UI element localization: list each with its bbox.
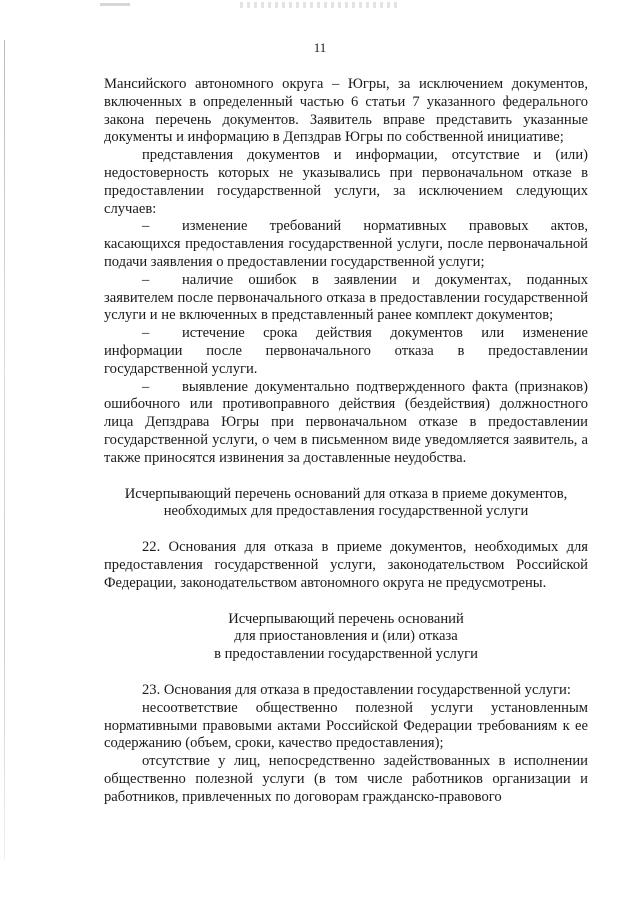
paragraph-22: 22. Основания для отказа в приеме документов, необходимых для предоставления государственной услуги, законодательством Российской Федерации, законодательством автономного округа не предусмотрены. bbox=[104, 539, 588, 591]
list-item-text: истечение срока действия документов или изменение информации после первоначального отказа в предоставлении государственной услуги. bbox=[104, 325, 588, 377]
list-item-text: изменение требований нормативных правовых актов, касающихся предоставления государственной услуги, после первоначальной подачи заявления о предоставлении государственной услуги; bbox=[104, 218, 588, 270]
list-item-text: наличие ошибок в заявлении и документах, поданных заявителем после первоначального отказа в предоставлении государственной услуги и не включенных в представленный ранее комплект документов; bbox=[104, 271, 588, 324]
section-heading-line: Исчерпывающий перечень оснований для отказа в приеме документов, bbox=[124, 485, 568, 502]
list-item-expiry bbox=[104, 325, 588, 378]
paragraph-representation: представления документов и информации, отсутствие и (или) недостоверность которых не указывались при первоначальном отказе в предоставлении государственной услуги, за исключением следующих случаев: bbox=[104, 147, 588, 217]
document-body bbox=[104, 76, 588, 806]
paragraph-continuation: Мансийского автономного округа – Югры, за исключением документов, включенных в определенный частью 6 статьи 7 указанного федерального закона перечень документов. Заявитель вправе представить указанные документы и информацию в Депздрав Югры по собственной инициативе; bbox=[104, 76, 588, 146]
paragraph-23: 23. Основания для отказа в предоставлении государственной услуги: bbox=[142, 681, 571, 698]
list-item-wrongful-action bbox=[104, 379, 588, 468]
paragraph-noncompliance: несоответствие общественно полезной услуги установленным нормативными правовыми актами Российской Федерации требованиям к ее содержанию (объем, сроки, качество предоставления); bbox=[104, 699, 588, 752]
list-item-errors bbox=[104, 272, 588, 325]
paragraph-absence: отсутствие у лиц, непосредственно задействованных в исполнении общественно полезной услуги (в том числе работников организации и работников, привлеченных по договорам гражданско-правового bbox=[104, 753, 588, 805]
section-heading-line: для приостановления и (или) отказа bbox=[234, 628, 458, 645]
dash-marker: – bbox=[142, 218, 150, 235]
scan-edge-line bbox=[4, 40, 5, 860]
list-item-regulation-change bbox=[104, 218, 588, 271]
section-heading-line: в предоставлении государственной услуги bbox=[214, 646, 478, 663]
scan-noise-top bbox=[240, 2, 400, 8]
section-heading-line: Исчерпывающий перечень оснований bbox=[228, 610, 464, 627]
section-heading-line: необходимых для предоставления государственной услуги bbox=[163, 503, 529, 520]
dash-marker: – bbox=[142, 271, 150, 288]
dash-marker: – bbox=[142, 378, 150, 395]
dash-marker: – bbox=[142, 325, 150, 342]
list-item-text: выявление документально подтвержденного факта (признаков) ошибочного или противоправного действия (бездействия) должностного лица Депздрава Югры при первоначальном отказе в предоставлении государственной услуги, о чем в письменном виде уведомляется заявитель, а также приносятся извинения за доставленные неудобства. bbox=[104, 378, 588, 466]
page-number: 11 bbox=[313, 40, 327, 55]
scan-noise-top-left bbox=[100, 3, 130, 6]
